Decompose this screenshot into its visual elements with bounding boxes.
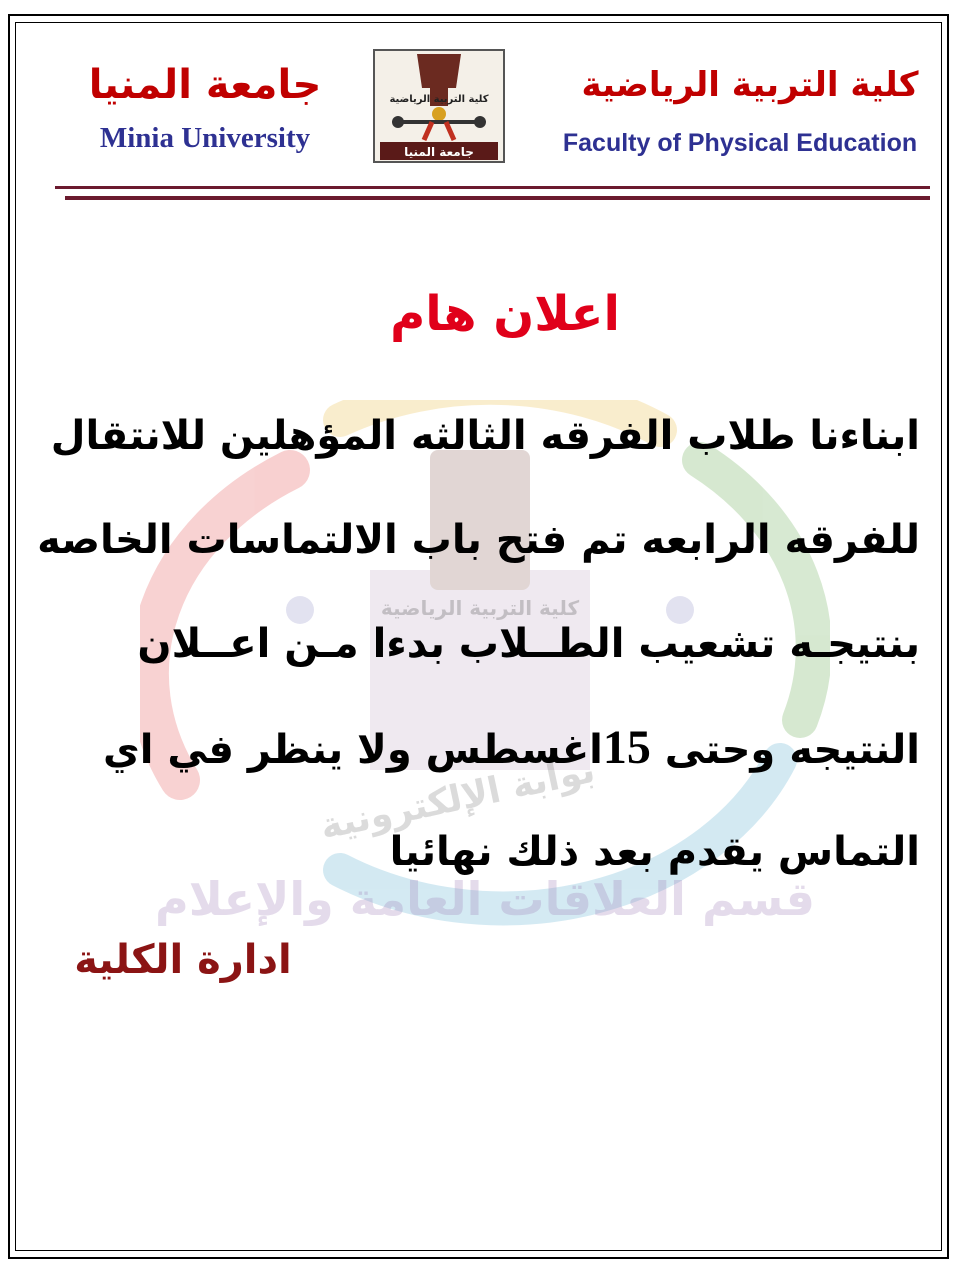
announcement-line-4-end: اغسطس ولا ينظر في اي bbox=[103, 727, 603, 773]
header-divider-top bbox=[55, 186, 930, 189]
announcement-line-1: ابناءنا طلاب الفرقه الثالثه المؤهلين للانتقال bbox=[50, 413, 920, 459]
faculty-administration-signature: ادارة الكلية bbox=[74, 937, 292, 983]
announcement-line-4 bbox=[60, 696, 920, 800]
header-divider-bottom bbox=[65, 196, 930, 200]
announcement-line-5: التماس يقدم بعد ذلك نهائيا bbox=[389, 829, 920, 875]
watermark-portal-text: بوابة الإلكترونية bbox=[316, 749, 599, 848]
university-name-arabic: جامعة المنيا bbox=[88, 62, 322, 108]
announcement-line-4-start: النتيجه وحتى bbox=[650, 727, 920, 773]
university-name-english: Minia University bbox=[99, 122, 311, 154]
logo-bottom-text: جامعة المنيا bbox=[404, 145, 474, 159]
faculty-logo bbox=[372, 48, 506, 164]
announcement-day-number: 15 bbox=[602, 721, 651, 774]
announcement-body bbox=[37, 384, 920, 904]
watermark-logo-text: كلية التربية الرياضية bbox=[380, 596, 580, 620]
logo-top-text: كلية التربية الرياضية bbox=[389, 94, 489, 105]
announcement-line-3: بنتيجـه تشعيب الطــلاب بدءا مـن اعــلان bbox=[137, 621, 920, 667]
announcement-title: اعلان هام bbox=[390, 286, 620, 342]
faculty-name-arabic: كلية التربية الرياضية bbox=[581, 65, 919, 105]
faculty-name-english: Faculty of Physical Education bbox=[562, 129, 918, 157]
watermark-department-text: قسم العلاقات العامة والإعلام bbox=[155, 872, 815, 926]
announcement-line-2: للفرقه الرابعه تم فتح باب الالتماسات الخاصه bbox=[37, 517, 920, 563]
